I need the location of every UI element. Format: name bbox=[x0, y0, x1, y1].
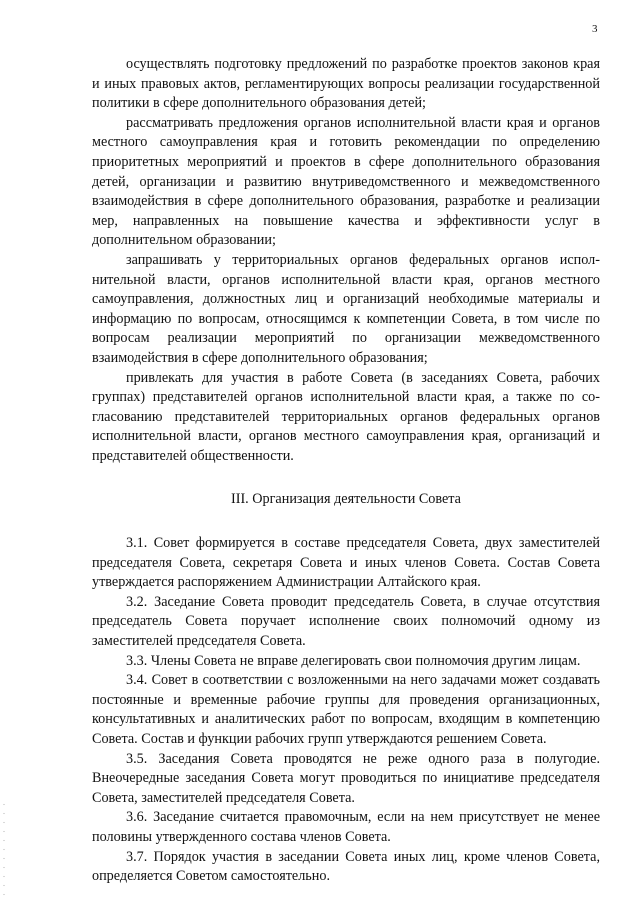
paragraph-powers-2: рассматривать предложения органов исполнительной власти края и органов местного самоуправления края и готовить рекомендации по определению приоритетных мероприятий и проектов в сфере дополнительного образования детей, организации и развитию внутриведомственного и межведомственного взаимодействия в сфере дополнительного образования, разработке и реализации мер, направленных на повышение качества и эффективности услуг в дополнительном образовании; bbox=[92, 114, 600, 249]
document-body bbox=[92, 55, 600, 887]
clause-3-1: 3.1. Совет формируется в составе председателя Совета, двух заместителей председателя Совета, секретаря Совета и иных членов Совета. Состав Совета утверждается распоряжением Администрации Алтайского края. bbox=[92, 535, 600, 591]
section-heading: III. Организация деятельности Совета bbox=[231, 491, 461, 508]
paragraph-powers-3: запрашивать у территориальных органов федеральных органов исполнительной власти, органов исполнительной власти края, органов местного самоуправления, должностных лиц и организаций необходимые материалы и информацию по вопросам, относящимся к компетенции Совета, в том числе по вопросам реализации мероприятий по организации межведомственного взаимодействия в сфере дополнительного образования; bbox=[92, 251, 600, 366]
clause-3-6: 3.6. Заседание считается правомочным, если на нем присутствует не менее половины утвержденного состава членов Совета. bbox=[92, 809, 600, 845]
paragraph-powers-4: привлекать для участия в работе Совета (в заседаниях Совета, рабочих группах) представителей органов исполнительной власти края, а также по согласованию представителей территориальных органов федеральных органов исполнительной власти, органов местного самоуправления края, организаций и представителей общественности. bbox=[92, 369, 600, 464]
clause-3-2: 3.2. Заседание Совета проводит председатель Совета, в случае отсутствия председатель Совета поручает исполнение своих полномочий одному из заместителей председателя Совета. bbox=[92, 593, 600, 650]
clause-3-3: 3.3. Члены Совета не вправе делегировать свои полномочия другим лицам. bbox=[126, 652, 581, 669]
clause-3-5: 3.5. Заседания Совета проводятся не реже одного раза в полугодие. Внеочередные заседания Совета могут проводиться по инициативе председателя Совета, заместителей председателя Совета. bbox=[92, 750, 600, 806]
clause-3-7: 3.7. Порядок участия в заседании Совета иных лиц, кроме членов Совета, определяется Советом самостоятельно. bbox=[92, 848, 600, 885]
page-number: 3 bbox=[592, 23, 598, 35]
clause-3-4: 3.4. Совет в соответствии с возложенными на него задачами может создавать постоянные и временные рабочие группы для проведения организационных, консультативных и аналитических работ по вопросам, входящим в компетенцию Совета. Состав и функции рабочих групп утверждаются решением Совета. bbox=[92, 672, 600, 747]
paragraph-powers-1: осуществлять подготовку предложений по разработке проектов законов края и иных правовых актов, регламентирующих вопросы реализации государственной политики в сфере дополнительного образования детей; bbox=[92, 56, 600, 112]
scan-edge-marks bbox=[2, 800, 6, 900]
